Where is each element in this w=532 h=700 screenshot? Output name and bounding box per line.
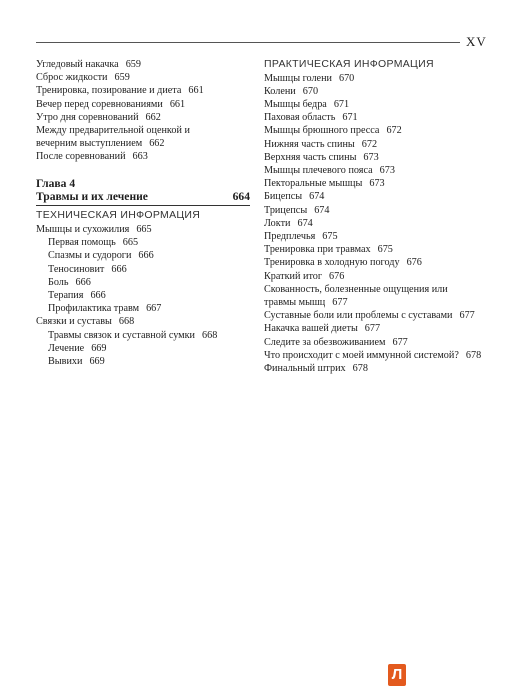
toc-right-entries [264, 72, 484, 376]
toc-entry-text: Краткий итог [264, 270, 323, 282]
toc-entry [36, 263, 250, 276]
toc-entry-text: Утро дня соревнований [36, 111, 139, 123]
toc-entry [36, 223, 250, 236]
toc-entry-page: 667 [146, 303, 162, 315]
toc-left-top-list [36, 58, 250, 164]
chapter-title: Травмы и их лечение 664 [36, 190, 250, 204]
toc-entry-text: Трицепсы [264, 204, 308, 216]
toc-entry-page: 666 [111, 263, 127, 275]
toc-entry-page: 675 [322, 230, 338, 242]
toc-entry [36, 111, 250, 124]
toc-entry-page: 677 [392, 336, 408, 348]
toc-entry [36, 71, 250, 84]
toc-entry-page: 670 [338, 72, 355, 84]
toc-entry-page: 662 [149, 138, 165, 150]
toc-entry-page: 673 [369, 178, 385, 190]
chapter-label: Глава 4 [36, 176, 76, 190]
toc-entry-text: Вывихи [48, 355, 83, 367]
toc-entry-page: 659 [114, 72, 130, 84]
toc-entry [264, 270, 484, 283]
toc-entry-page: 673 [379, 164, 395, 176]
toc-entry-text: Локти [264, 217, 291, 229]
toc-entry [264, 85, 484, 98]
toc-entry-page: 671 [342, 112, 358, 124]
toc-entry [264, 177, 484, 190]
toc-entry [36, 249, 250, 262]
toc-entry-page: 661 [188, 85, 204, 97]
toc-entry-text: Теносиновит [48, 263, 105, 275]
toc-entry [36, 302, 250, 315]
toc-entry [36, 150, 250, 163]
toc-entry-page: 668 [202, 329, 218, 341]
toc-entry-text: Финальный штрих [264, 362, 346, 374]
toc-left-entries [36, 223, 250, 368]
toc-entry-text: Терапия [48, 289, 84, 301]
toc-entry-page: 676 [406, 257, 422, 269]
toc-entry-text: Сброс жидкости [36, 72, 108, 84]
toc-entry [36, 329, 250, 342]
toc-entry-text: Предплечья [264, 230, 316, 242]
toc-entry-text: Тренировка при травмах [264, 244, 371, 256]
toc-entry-page: 662 [145, 111, 161, 123]
toc-entry-page: 678 [352, 362, 368, 374]
toc-entry-text: Первая помощь [48, 237, 116, 249]
page-number: XV [466, 34, 487, 49]
toc-entry-text: Скованность, болезненные ощущения или травмы мышц [264, 283, 448, 308]
toc-entry-text: Суставные боли или проблемы с суставами [264, 310, 453, 322]
toc-entry-text: Мышцы плечевого пояса [264, 164, 373, 176]
section-title-technical: ТЕХНИЧЕСКАЯ ИНФОРМАЦИЯ [36, 209, 201, 222]
toc-entry [36, 236, 250, 249]
toc-entry [264, 349, 484, 362]
toc-entry-text: Боль [48, 276, 69, 288]
toc-entry [264, 124, 484, 137]
toc-entry-text: Профилактика травм [48, 303, 140, 315]
toc-entry-page: 666 [75, 276, 91, 288]
toc-entry-text: Мышцы брюшного пресса [264, 125, 380, 137]
toc-entry [264, 138, 484, 151]
toc-entry-text: Травмы связок и суставной сумки [48, 329, 196, 341]
toc-entry [264, 72, 484, 85]
toc-entry-text: Следите за обезвоживанием [264, 336, 386, 348]
chapter-heading [36, 177, 250, 204]
section-title-practical: ПРАКТИЧЕСКАЯ ИНФОРМАЦИЯ [264, 58, 434, 70]
toc-entry-page: 672 [386, 125, 402, 137]
toc-entry-page: 661 [169, 98, 186, 110]
toc-entry-text: Бицепсы [264, 191, 303, 203]
toc-entry-page: 670 [302, 85, 319, 97]
toc-entry-page: 674 [297, 217, 313, 229]
toc-entry-page: 674 [314, 204, 330, 216]
toc-entry-text: Между предварительной оценкой и вечерним выступлением [36, 125, 190, 150]
toc-entry-page: 668 [118, 316, 135, 328]
toc-entry-page: 674 [309, 191, 325, 203]
toc-entry [264, 111, 484, 124]
toc-entry [36, 355, 250, 368]
header-rule [36, 42, 460, 43]
toc-entry-page: 677 [332, 296, 348, 308]
toc-entry-page: 659 [125, 59, 141, 70]
toc-entry-page: 675 [377, 244, 393, 256]
toc-entry-text: Лечение [48, 342, 85, 354]
toc-entry-text: После соревнований [36, 151, 126, 163]
toc-left-column [36, 58, 250, 368]
toc-entry [264, 336, 484, 349]
toc-entry [264, 98, 484, 111]
toc-entry-page: 665 [136, 223, 152, 235]
toc-entry [264, 256, 484, 269]
toc-entry [36, 289, 250, 302]
toc-entry-page: 666 [138, 250, 154, 262]
toc-entry-text: Паховая область [264, 112, 336, 124]
toc-entry [264, 230, 484, 243]
toc-entry-text: Верхняя часть спины [264, 151, 357, 163]
toc-entry-text: Накачка вашей диеты [264, 323, 358, 335]
toc-entry [36, 58, 250, 71]
publisher-logo-badge: Л [388, 664, 406, 686]
toc-entry-page: 663 [132, 151, 148, 163]
toc-entry-page: 669 [89, 355, 105, 367]
toc-entry-text: Колени [264, 85, 296, 97]
chapter-page: 664 [232, 190, 250, 204]
toc-entry-page: 676 [329, 270, 345, 282]
toc-entry [36, 84, 250, 97]
toc-right-column [264, 58, 484, 375]
toc-entry-page: 672 [361, 138, 378, 150]
toc-entry [264, 283, 474, 309]
toc-entry-text: Что происходит с моей иммунной системой? [264, 349, 459, 361]
toc-entry [36, 124, 196, 150]
toc-entry-text: Мышцы бедра [264, 98, 327, 110]
toc-entry-text: Угледовый накачка [36, 59, 119, 70]
toc-entry-page: 677 [364, 323, 381, 335]
toc-entry [264, 190, 484, 203]
toc-entry-text: Пекторальные мышцы [264, 178, 363, 190]
toc-entry-text: Тренировка в холодную погоду [264, 257, 400, 269]
toc-entry [264, 204, 484, 217]
toc-entry [264, 362, 484, 375]
toc-entry-page: 665 [122, 237, 139, 249]
toc-entry-text: Спазмы и судороги [48, 250, 132, 262]
toc-entry [264, 243, 484, 256]
toc-entry [36, 315, 250, 328]
toc-entry-text: Вечер перед соревнованиями [36, 98, 163, 110]
toc-entry [264, 217, 484, 230]
toc-entry-page: 671 [333, 98, 350, 110]
toc-entry [264, 322, 484, 335]
toc-entry [264, 164, 484, 177]
toc-entry [36, 276, 250, 289]
toc-entry-page: 678 [465, 349, 482, 361]
toc-entry-page: 677 [459, 310, 475, 322]
toc-entry [36, 98, 250, 111]
toc-entry-text: Связки и суставы [36, 316, 112, 328]
toc-entry-page: 673 [363, 151, 379, 163]
toc-entry [264, 151, 484, 164]
toc-entry-page: 666 [90, 289, 106, 301]
toc-entry [264, 309, 484, 322]
toc-entry-text: Тренировка, позирование и диета [36, 85, 182, 97]
toc-entry-text: Нижняя часть спины [264, 138, 355, 150]
toc-entry-page: 669 [91, 342, 107, 354]
toc-entry-text: Мышцы голени [264, 72, 332, 84]
toc-entry-text: Мышцы и сухожилия [36, 223, 130, 235]
toc-entry [36, 342, 250, 355]
chapter-rule [36, 205, 250, 206]
